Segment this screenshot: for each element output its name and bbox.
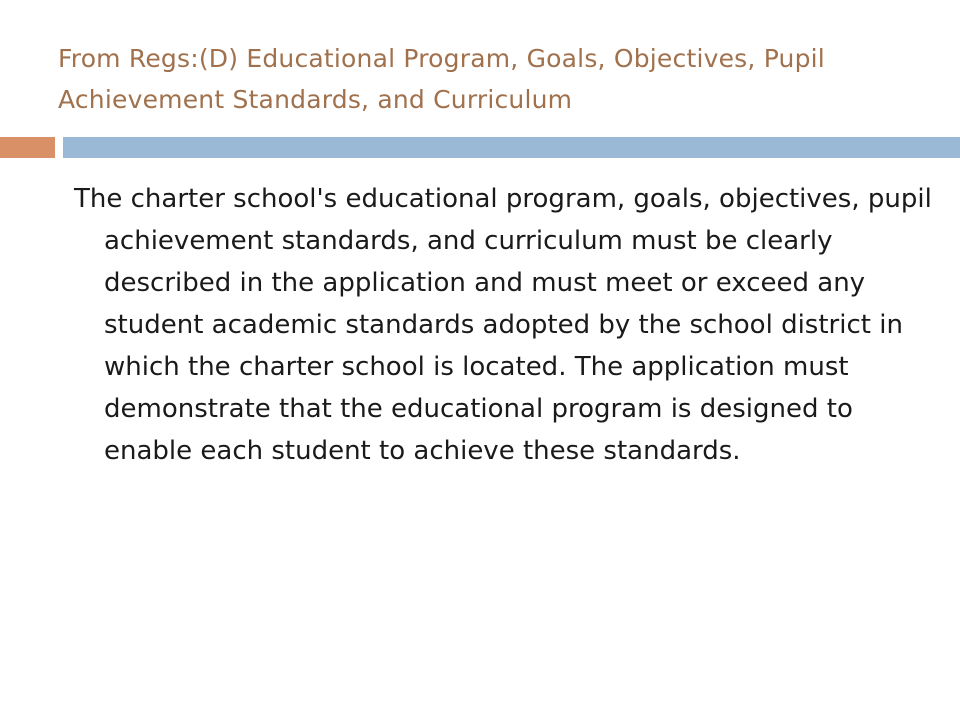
slide-body-text: The charter school's educational program, goals, objectives, pupil achievement standards, and curriculum must be clearly described in the application and must meet or exceed any student academic standards adopted by the school district in which the charter school is located. The application must demonstrate that the educational program is designed to enable each student to achieve these standards. xyxy=(74,184,932,466)
title-divider-accent xyxy=(0,137,55,158)
slide-title: From Regs:(D) Educational Program, Goals, Objectives, Pupil Achievement Standards, and Curriculum xyxy=(58,44,825,114)
title-divider-bar xyxy=(63,137,960,158)
